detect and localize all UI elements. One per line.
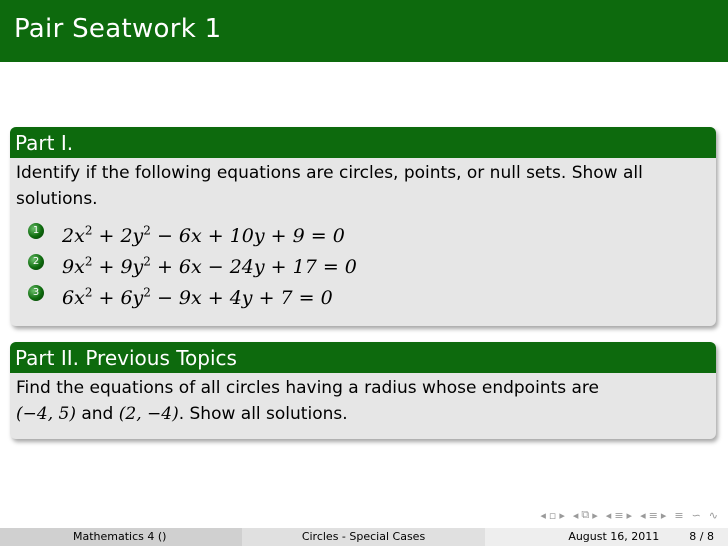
nav-back-icon[interactable]: ∿ bbox=[708, 508, 718, 522]
point-one: (−4, 5) bbox=[16, 404, 76, 424]
nav-right-icon[interactable]: ▸ bbox=[626, 508, 633, 522]
part-one-title: Part I. bbox=[10, 127, 716, 158]
equation-item bbox=[16, 216, 708, 247]
nav-doc-icon: ≡ bbox=[648, 508, 658, 522]
footer-title: Circles - Special Cases bbox=[242, 528, 485, 546]
equation: $2x^2 + 2y^2 - 6x + 10y + 9 = 0$ bbox=[62, 224, 345, 248]
part-two-suffix: . Show all solutions. bbox=[178, 404, 348, 424]
nav-frame-group[interactable] bbox=[540, 509, 565, 522]
nav-right-icon[interactable]: ▸ bbox=[592, 508, 598, 522]
frame-title: Pair Seatwork 1 bbox=[0, 0, 728, 62]
part-one-body bbox=[10, 158, 716, 317]
point-two: (2, −4) bbox=[118, 404, 179, 424]
footer-date: August 16, 2011 bbox=[568, 530, 660, 543]
part-two-body bbox=[10, 373, 716, 435]
equation-item bbox=[16, 247, 708, 278]
enum-ball-icon: 1 bbox=[28, 223, 44, 239]
equation-item bbox=[16, 278, 708, 309]
part-two-line-one: Find the equations of all circles having a radius whose endpoints are bbox=[16, 378, 599, 398]
part-one-block bbox=[10, 127, 716, 326]
equation: $6x^2 + 6y^2 - 9x + 4y + 7 = 0$ bbox=[62, 286, 333, 310]
and-word: and bbox=[81, 404, 114, 424]
part-two-title: Part II. Previous Topics bbox=[10, 342, 716, 373]
footline bbox=[0, 528, 728, 546]
equation: $9x^2 + 9y^2 + 6x - 24y + 17 = 0$ bbox=[62, 255, 357, 279]
nav-right-icon[interactable]: ▸ bbox=[660, 508, 667, 522]
part-two-block bbox=[10, 342, 716, 439]
enum-ball-icon: 3 bbox=[28, 285, 44, 301]
nav-subsection-group[interactable] bbox=[573, 508, 598, 522]
part-two-line-two bbox=[16, 401, 708, 427]
nav-search-icon[interactable]: ∽ bbox=[691, 508, 701, 522]
nav-left-icon[interactable]: ◂ bbox=[640, 508, 646, 522]
nav-right-icon[interactable]: ▸ bbox=[559, 508, 565, 522]
footer-page: 8 / 8 bbox=[689, 530, 714, 543]
nav-section-icon: ≡ bbox=[614, 508, 624, 522]
nav-subsection-icon: ⧉ bbox=[581, 508, 590, 521]
enum-ball-icon: 2 bbox=[28, 254, 44, 270]
part-one-instruction: Identify if the following equations are circles, points, or null sets. Show all solutions. bbox=[16, 163, 643, 209]
nav-left-icon[interactable]: ◂ bbox=[540, 508, 546, 522]
footer-course: Mathematics 4 () bbox=[0, 528, 242, 546]
nav-section-group[interactable] bbox=[606, 509, 632, 522]
navigation-symbols bbox=[540, 505, 718, 525]
nav-left-icon[interactable]: ◂ bbox=[605, 508, 612, 522]
nav-left-icon[interactable]: ◂ bbox=[572, 508, 579, 522]
equation-list bbox=[16, 216, 708, 309]
nav-frame-icon: ▫ bbox=[548, 508, 557, 522]
nav-appendix-icon[interactable]: ≡ bbox=[674, 508, 684, 522]
nav-doc-group[interactable] bbox=[640, 509, 666, 522]
footer-right bbox=[485, 528, 728, 546]
